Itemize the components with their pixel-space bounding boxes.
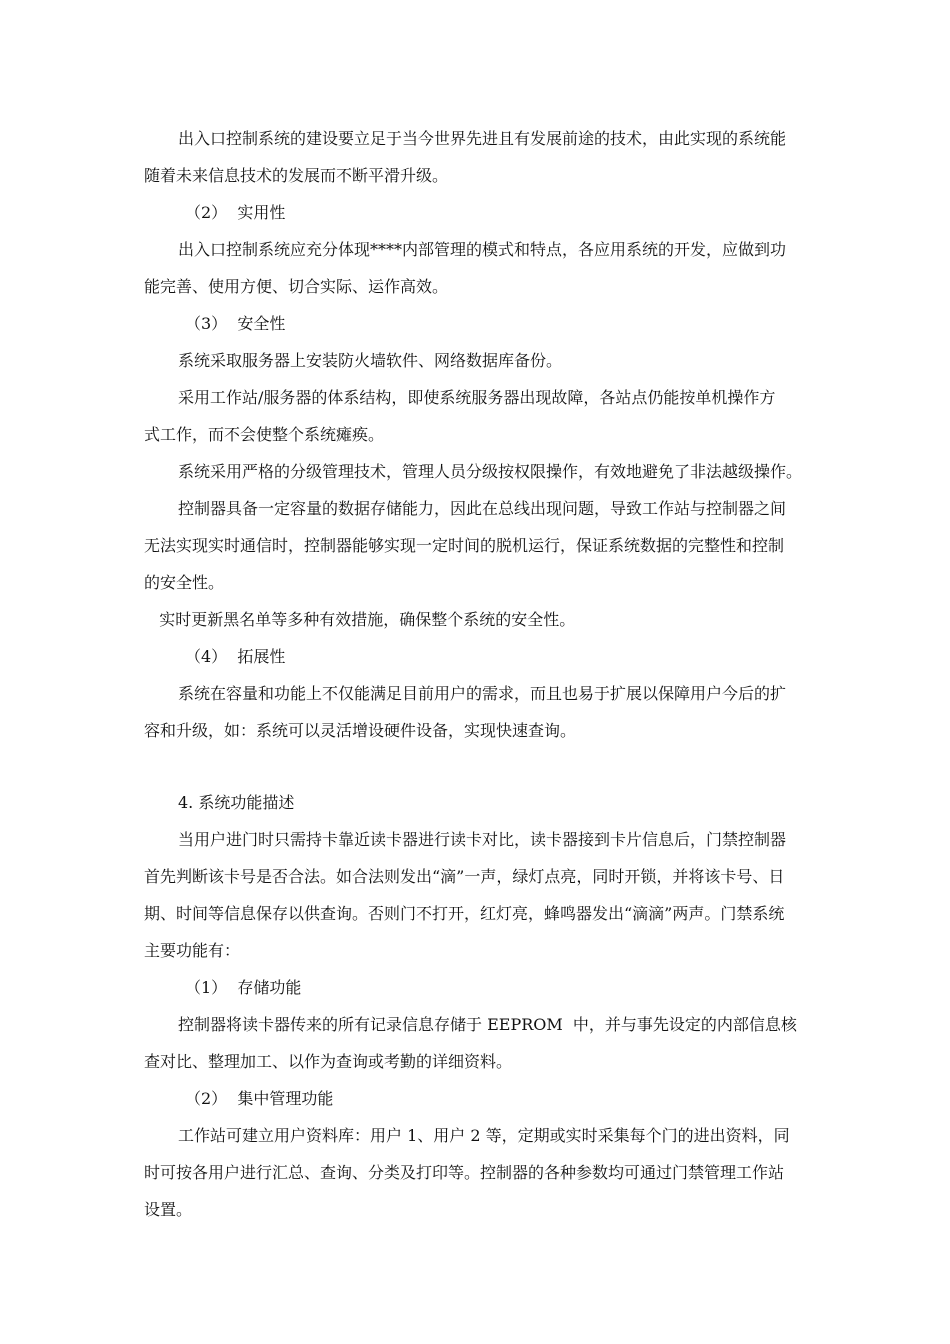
text-line: 出入口控制系统应充分体现****内部管理的模式和特点，各应用系统的开发，应做到功 [178, 240, 787, 259]
text-line: 控制器将读卡器传来的所有记录信息存储于 EEPROM 中，并与事先设定的内部信息核 [178, 1015, 797, 1034]
section-heading: （4） 拓展性 [185, 647, 286, 666]
text-line: 主要功能有： [144, 941, 241, 960]
text-line: 工作站可建立用户资料库：用户 1、用户 2 等，定期或实时采集每个门的进出资料，同 [178, 1126, 790, 1145]
text-line: 式工作，而不会使整个系统瘫痪。 [144, 425, 385, 444]
text-line: 首先判断该卡号是否合法。如合法则发出“滴”一声，绿灯点亮，同时开锁，并将该卡号、日 [144, 867, 785, 886]
section-heading: （1） 存储功能 [185, 978, 302, 997]
text-line: 系统采用严格的分级管理技术，管理人员分级按权限操作，有效地避免了非法越级操作。 [178, 462, 803, 481]
text-line: 的安全性。 [144, 573, 225, 592]
text-line: 当用户进门时只需持卡靠近读卡器进行读卡对比，读卡器接到卡片信息后，门禁控制器 [178, 830, 787, 849]
text-line: 期、时间等信息保存以供查询。否则门不打开，红灯亮，蜂鸣器发出“滴滴”两声。门禁系统 [144, 904, 785, 923]
text-line: 无法实现实时通信时，控制器能够实现一定时间的脱机运行，保证系统数据的完整性和控制 [144, 536, 785, 555]
text-line: 查对比、整理加工、以作为查询或考勤的详细资料。 [144, 1052, 513, 1071]
text-line: 系统采取服务器上安装防火墙软件、网络数据库备份。 [178, 351, 563, 370]
document-body [144, 120, 809, 1228]
section-heading: （2） 集中管理功能 [185, 1089, 334, 1108]
text-line: 实时更新黑名单等多种有效措施，确保整个系统的安全性。 [144, 610, 576, 629]
text-line: 系统在容量和功能上不仅能满足目前用户的需求，而且也易于扩展以保障用户今后的扩 [178, 684, 787, 703]
text-line: 4. 系统功能描述 [178, 793, 295, 812]
text-line: 容和升级，如：系统可以灵活增设硬件设备，实现快速查询。 [144, 721, 577, 740]
text-line: 控制器具备一定容量的数据存储能力，因此在总线出现问题，导致工作站与控制器之间 [178, 499, 787, 518]
text-line: 随着未来信息技术的发展而不断平滑升级。 [144, 166, 449, 185]
text-line: 设置。 [144, 1200, 193, 1219]
section-heading: （2） 实用性 [185, 203, 286, 222]
text-line: 出入口控制系统的建设要立足于当今世界先进且有发展前途的技术，由此实现的系统能 [178, 129, 787, 148]
section-heading: （3） 安全性 [185, 314, 286, 333]
text-line: 采用工作站/服务器的体系结构，即使系统服务器出现故障，各站点仍能按单机操作方 [178, 388, 776, 407]
paragraph-spacer [144, 749, 809, 784]
text-line: 能完善、使用方便、切合实际、运作高效。 [144, 277, 449, 296]
text-line: 时可按各用户进行汇总、查询、分类及打印等。控制器的各种参数均可通过门禁管理工作站 [144, 1163, 785, 1182]
